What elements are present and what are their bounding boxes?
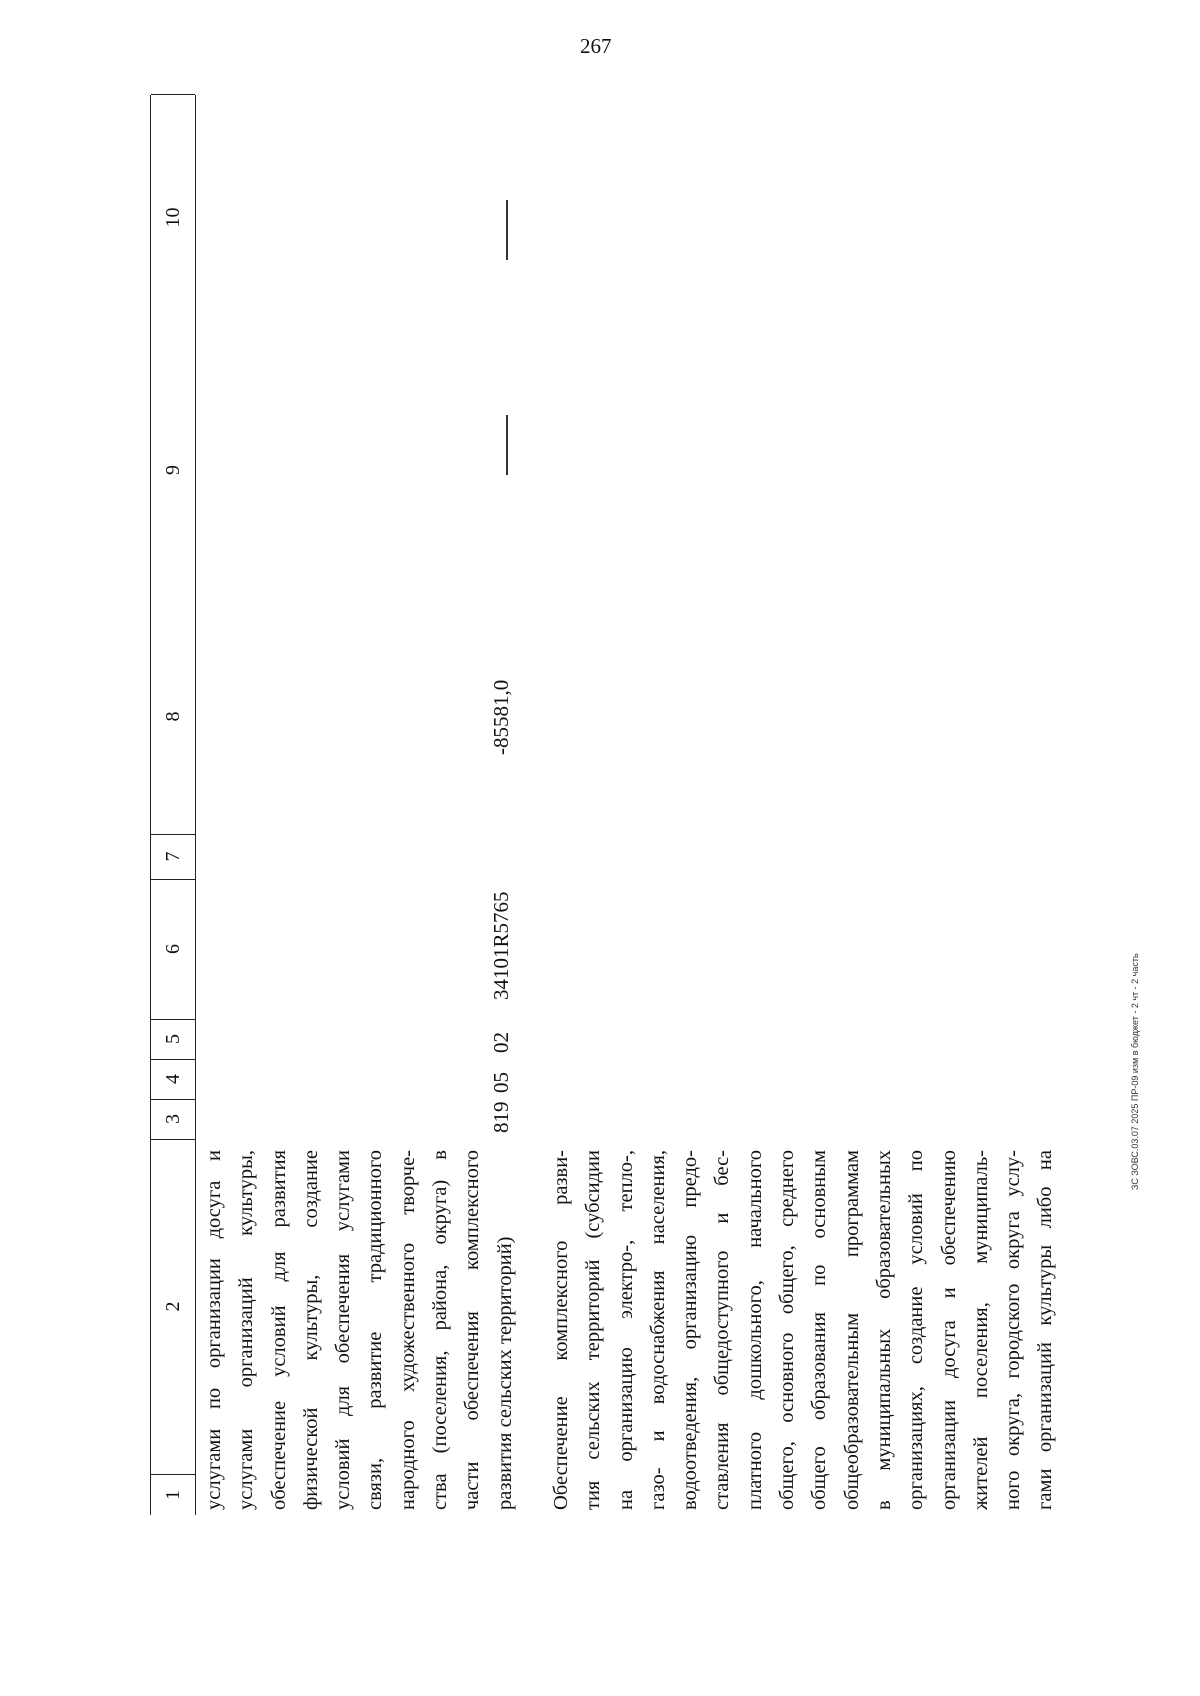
row-2-line: общеобразовательным программам (840, 1150, 863, 1510)
row-1-line: ства (поселения, района, округа) в (429, 1150, 452, 1510)
header-col-8: 8 (151, 599, 195, 835)
row-2-line: водоотведения, организацию предо- (679, 1150, 702, 1510)
rotated-table (150, 95, 1057, 1515)
row-1-line: развития сельских территорий) (493, 1236, 516, 1510)
row-2-line: организациях, создание условий по (905, 1150, 928, 1510)
header-col-4: 4 (151, 1059, 195, 1100)
row-1-col6: 34101R5765 (489, 891, 513, 1000)
row-1-name (198, 1150, 521, 1510)
row-1-col9-dash (506, 415, 508, 475)
row-1-line: услугами по организации досуга и (203, 1150, 225, 1510)
row-1-line: услугами организаций культуры, (235, 1150, 258, 1510)
row-2-line: жителей поселения, муниципаль- (969, 1150, 992, 1510)
row-1-line: обеспечение условий для развития (267, 1150, 290, 1510)
header-col-10: 10 (151, 94, 195, 340)
row-1-col5: 02 (489, 1032, 513, 1053)
row-2-line: Обеспечение комплексного разви- (550, 1150, 572, 1510)
header-col-9: 9 (161, 465, 184, 475)
row-2-line: ного округа, городского округа услу- (1002, 1150, 1025, 1510)
footer-note: ЗС ЗОВС.03.07 2025 ПР-09 изм в бюджет - 2 чт - 2 часть (1130, 953, 1140, 1190)
row-2-line: газо- и водоснабжения населения, (646, 1150, 669, 1510)
header-col-3: 3 (151, 1099, 195, 1140)
row-2-line: в муниципальных образовательных (872, 1150, 895, 1510)
row-1-col3: 819 (489, 1101, 513, 1133)
header-col-2: 2 (151, 1139, 195, 1475)
row-2-line: общего образования по основным (808, 1150, 831, 1510)
row-1-line: физической культуры, создание (299, 1150, 322, 1510)
header-col-1: 1 (161, 1490, 184, 1500)
row-2-line: организации досуга и обеспечению (937, 1150, 960, 1510)
header-col-6: 6 (151, 879, 195, 1020)
header-col-7: 7 (151, 834, 195, 880)
header-col-5: 5 (151, 1019, 195, 1060)
row-2-line: тия сельских территорий (субсидии (582, 1150, 605, 1510)
table-header (150, 95, 196, 1515)
row-1-col8: -85581,0 (489, 679, 513, 755)
page-number: 267 (580, 34, 612, 58)
row-2-line: на организацию электро-, тепло-, (614, 1150, 637, 1510)
row-2-line: гами организаций культуры либо на (1034, 1150, 1057, 1510)
row-2-name (545, 1150, 1062, 1510)
row-1-line: связи, развитие традиционного (364, 1150, 387, 1510)
row-1-line: части обеспечения комплексного (461, 1150, 484, 1510)
row-1-col10-dash (506, 200, 508, 260)
row-1-line: народного художественного творче- (396, 1150, 419, 1510)
row-1-line: условий для обеспечения услугами (332, 1150, 355, 1510)
row-2-line: ставления общедоступного и бес- (711, 1150, 734, 1510)
row-2-line: общего, основного общего, среднего (776, 1150, 799, 1510)
row-1-col4: 05 (489, 1072, 513, 1093)
row-2-line: платного дошкольного, начального (743, 1150, 766, 1510)
